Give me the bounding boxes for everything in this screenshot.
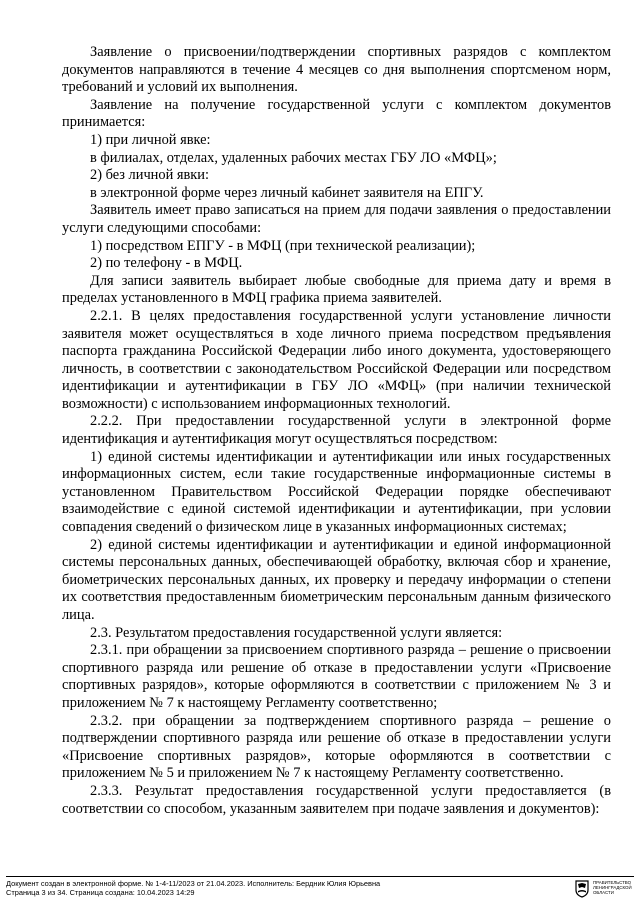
paragraph: 1) посредством ЕПГУ - в МФЦ (при технической реализации); — [90, 237, 476, 254]
government-label-line: ЛЕНИНГРАДСКОЙ — [593, 885, 632, 890]
paragraph: Заявление о присвоении/подтверждении спортивных разрядов с комплектом документов направляются в течение 4 месяцев со дня выполнения спортсменом норм, требований и условий их выполнения. — [62, 44, 611, 96]
paragraph: в филиалах, отделах, удаленных рабочих местах ГБУ ЛО «МФЦ»; — [90, 149, 497, 166]
paragraph: 2.2.1. В целях предоставления государственной услуги установление личности заявителя может осуществляться в ходе личного приема посредством предъявления паспорта гражданина Российской Федерации либо иного документа, удостоверяющего личность, в соответствии с законодательством Российской Федерации или посредством идентификации и аутентификации в ГБУ ЛО «МФЦ» (при наличии технической возможности) с использованием информационных технологий. — [62, 307, 611, 412]
paragraph: 2.3.3. Результат предоставления государственной услуги предоставляется (в соответствии со способом, указанным заявителем при подаче заявления и документов): — [62, 782, 611, 817]
paragraph: Для записи заявитель выбирает любые свободные для приема дату и время в пределах установленного в МФЦ графика приема заявителей. — [62, 272, 611, 307]
footer-document-info: Документ создан в электронной форме. № 1-4-11/2023 от 21.04.2023. Исполнитель: Бердник Юлия Юрьевна — [6, 879, 381, 888]
government-label-line: ОБЛАСТИ — [593, 890, 614, 895]
government-label — [593, 880, 632, 895]
paragraph: 2.3. Результатом предоставления государственной услуги является: — [90, 624, 503, 641]
paragraph: 2) без личной явки: — [90, 167, 209, 184]
paragraph: 2.3.2. при обращении за подтверждением спортивного разряда – решение о подтверждении спортивного разряда или решение об отказе в предоставлении услуги «Присвоение спортивных разрядов», которые оформляются в соответствии с приложением № 5 и приложением № 7 к настоящему Регламенту соответственно. — [62, 712, 611, 782]
document-footer — [6, 876, 634, 900]
government-label-line: ПРАВИТЕЛЬСТВО — [593, 880, 631, 885]
footer-page-info: Страница 3 из 34. Страница создана: 10.04.2023 14:29 — [6, 888, 195, 897]
paragraph: 1) единой системы идентификации и аутентификации или иных государственных информационных систем, если такие государственные информационные системы в установленном Правительством Российской Федерации порядке обеспечивают взаимодействие с единой системой идентификации и аутентификации, при условии совпадения сведений о физическом лице в указанных информационных системах; — [62, 448, 611, 536]
footer-divider — [6, 876, 634, 877]
coat-of-arms-icon — [574, 880, 590, 898]
paragraph: 1) при личной явке: — [90, 131, 211, 148]
paragraph: в электронной форме через личный кабинет заявителя на ЕПГУ. — [90, 184, 484, 201]
document-body — [62, 44, 611, 818]
paragraph: Заявитель имеет право записаться на прием для подачи заявления о предоставлении услуги следующими способами: — [62, 202, 611, 236]
paragraph: 2.2.2. При предоставлении государственной услуги в электронной форме идентификация и аутентификация могут осуществляться посредством: — [62, 413, 611, 448]
paragraph: 2.3.1. при обращении за присвоением спортивного разряда – решение о присвоении спортивного разряда или решение об отказе в предоставлении услуги «Присвоение спортивных разрядов», которые оформляются в соответствии с приложением № 3 и приложением № 7 к настоящему Регламенту соответственно; — [62, 642, 611, 711]
paragraph: 2) по телефону - в МФЦ. — [90, 255, 243, 272]
paragraph: 2) единой системы идентификации и аутентификации и единой информационной системы персональных данных, обеспечивающей обработку, включая сбор и хранение, биометрических персональных данных, их проверку и передачу информации о степени их соответствия предоставленным биометрическим персональным данным физического лица. — [62, 536, 611, 623]
paragraph: Заявление на получение государственной услуги с комплектом документов принимается: — [62, 96, 611, 131]
